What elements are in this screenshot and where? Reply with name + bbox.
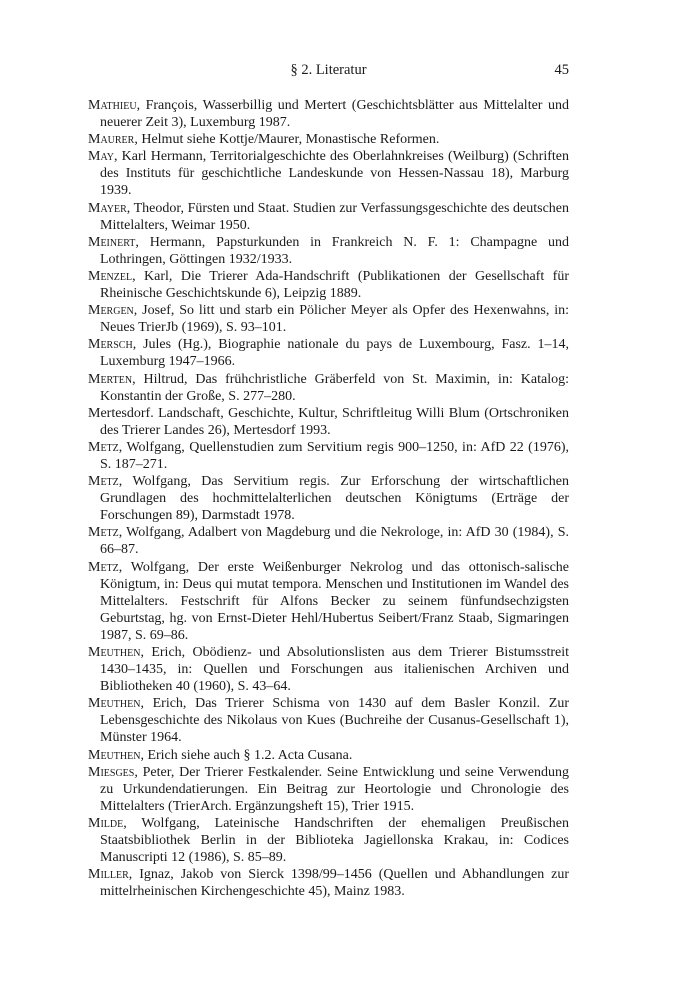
entry-text: , Karl Hermann, Territorialgeschichte des Oberlahnkreises (Weilburg) (Schriften des Instituts für geschichtliche Landeskunde von Hessen-Nassau 18), Marburg 1939. (100, 149, 569, 199)
entry-text: , Theodor, Fürsten und Staat. Studien zur Verfassungsgeschichte des deutschen Mittelalters, Weimar 1950. (100, 200, 569, 233)
bibliography-entry (88, 405, 569, 439)
bibliography-entry (88, 200, 569, 234)
entry-text: , Helmut siehe Kottje/Maurer, Monastische Reformen. (134, 132, 440, 148)
entry-text: , Wolfgang, Quellenstudien zum Servitium regis 900–1250, in: AfD 22 (1976), S. 187–271. (100, 439, 569, 472)
bibliography-entry (88, 644, 569, 695)
bibliography-entry (88, 131, 569, 148)
author-name: Metz (88, 559, 119, 575)
author-name: Meinert (88, 234, 136, 250)
author-name: Meuthen (88, 696, 141, 712)
author-name: Mathieu (88, 98, 137, 113)
bibliography-entry (88, 371, 569, 405)
entry-text: , Karl, Die Trierer Ada-Handschrift (Publikationen der Gesellschaft für Rheinische Geschichtskunde 6), Leipzig 1889. (100, 268, 569, 302)
author-name: May (88, 149, 114, 165)
entry-text: , Wolfgang, Das Servitium regis. Zur Erforschung der wirtschaftlichen Grundlagen des hochmittelalterlichen deutschen Königtums (Erträge der Forschungen 89), Darmstadt 1978. (100, 474, 569, 524)
bibliography-entry (88, 815, 569, 866)
page-number: 45 (554, 62, 569, 78)
author-name: Metz (88, 439, 119, 455)
bibliography-entry (88, 148, 569, 199)
bibliography-list (88, 97, 569, 900)
entry-text: , Erich siehe auch § 1.2. Acta Cusana. (140, 747, 353, 763)
entry-text: , Hermann, Papsturkunden in Frankreich N. F. 1: Champagne und Lothringen, Göttingen 1932/1933. (100, 234, 569, 267)
author-name: Meuthen (88, 747, 141, 763)
author-name: Metz (88, 525, 119, 541)
bibliography-entry (88, 695, 569, 746)
entry-text: , Erich, Obödienz- und Absolutionslisten aus dem Trierer Bistumsstreit 1430–1435, in: Quellen und Forschungen aus italienischen Archiven und Bibliotheken 40 (1960), S. 43–64. (100, 645, 569, 695)
bibliography-entry (88, 336, 569, 370)
author-name: Milde (88, 815, 124, 831)
bibliography-entry (88, 268, 569, 302)
bibliography-entry (88, 866, 569, 900)
entry-text: , Erich, Das Trierer Schisma von 1430 auf dem Basler Konzil. Zur Lebensgeschichte des Nikolaus von Kues (Buchreihe der Cusanus-Gesellschaft 1), Münster 1964. (100, 696, 569, 746)
bibliography-entry (88, 439, 569, 473)
author-name: Mersch (88, 337, 133, 353)
page-header (88, 62, 569, 80)
author-name: Maurer (88, 132, 135, 148)
author-name: Mergen (88, 303, 134, 319)
author-name: Meuthen (88, 645, 141, 660)
bibliography-entry (88, 559, 569, 644)
entry-text: , Ignaz, Jakob von Sierck 1398/99–1456 (Quellen und Abhandlungen zur mittelrheinischen Kirchengeschichte 45), Mainz 1983. (100, 867, 569, 900)
bibliography-entry (88, 764, 569, 815)
author-name: Menzel (88, 268, 133, 284)
bibliography-entry (88, 234, 569, 268)
author-name: Merten (88, 371, 133, 387)
bibliography-entry (88, 97, 569, 131)
author-name: Metz (88, 474, 119, 490)
entry-text: , Hiltrud, Das frühchristliche Gräberfeld von St. Maximin, in: Katalog: Konstantin der Große, S. 277–280. (100, 371, 569, 404)
entry-text: , Wolfgang, Lateinische Handschriften der ehemaligen Preußischen Staatsbibliothek Berlin in der Biblioteka Jagiellonska Krakau, in: Codices Manuscripti 12 (1986), S. 85–89. (100, 815, 569, 866)
running-head: § 2. Literatur (290, 62, 367, 78)
author-name: Mayer (88, 200, 127, 216)
bibliography-entry (88, 747, 569, 764)
entry-text: Mertesdorf. Landschaft, Geschichte, Kultur, Schriftleitug Willi Blum (Ortschroniken des Trierer Landes 26), Mertesdorf 1993. (88, 405, 569, 438)
entry-text: , Josef, So litt und starb ein Pölicher Meyer als Opfer des Hexenwahns, in: Neues TrierJb (1969), S. 93–101. (100, 303, 569, 336)
bibliography-entry (88, 302, 569, 336)
bibliography-entry (88, 524, 569, 558)
entry-text: , Peter, Der Trierer Festkalender. Seine Entwicklung und seine Verwendung zu Urkundendatierungen. Ein Beitrag zur Heortologie und Chronologie des Mittelalters (TrierArch. Ergänzungsheft 15), Trier 1915. (100, 764, 569, 814)
author-name: Miesges (88, 764, 135, 780)
entry-text: , Wolfgang, Der erste Weißenburger Nekrolog und das ottonisch-salische Königtum, in: Deus qui mutat tempora. Menschen und Institutionen im Wandel des Mittelalters. Festschrift für Alfons Becker zu seinem fünfundsechzigsten Geburtstag, hg. von Ernst-Dieter Hehl/Hubertus Seibert/Franz Staab, Sigmaringen 1987, S. 69–86. (100, 559, 569, 643)
entry-text: , François, Wasserbillig und Mertert (Geschichtsblätter aus Mittelalter und neuerer Zeit 3), Luxemburg 1987. (100, 98, 569, 131)
entry-text: , Wolfgang, Adalbert von Magdeburg und die Nekrologe, in: AfD 30 (1984), S. 66–87. (100, 525, 569, 558)
entry-text: , Jules (Hg.), Biographie nationale du pays de Luxembourg, Fasz. 1–14, Luxemburg 1947–1966. (100, 337, 569, 370)
bibliography-entry (88, 473, 569, 524)
author-name: Miller (88, 867, 129, 883)
